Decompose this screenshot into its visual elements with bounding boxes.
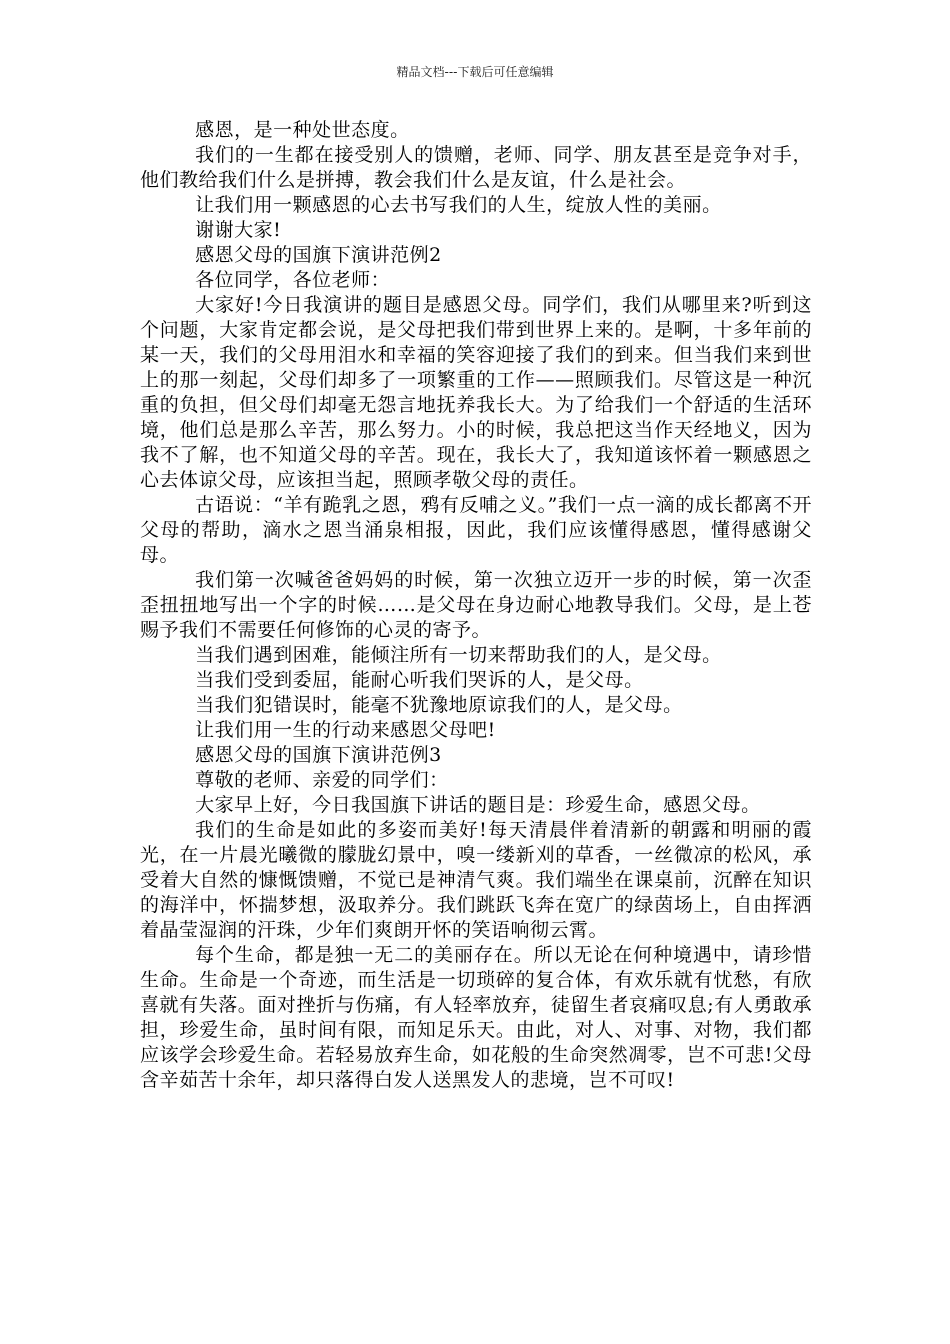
paragraph: 我们的生命是如此的多姿而美好!每天清晨伴着清新的朝露和明丽的霞光，在一片晨光曦微的朦胧幻景中，嗅一缕新刈的草香，一丝微凉的松风，承受着大自然的慷慨馈赠，不觉已是神清气爽。我们端坐在课桌前，沉醉在知识的海洋中，怀揣梦想，汲取养分。我们跳跃飞奔在宽广的绿茵场上，自由挥洒着晶莹湿润的汗珠，少年们爽朗开怀的笑语响彻云霄。 xyxy=(140,819,812,941)
paragraph: 我们第一次喊爸爸妈妈的时候，第一次独立迈开一步的时候，第一次歪歪扭扭地写出一个字的时候……是父母在身边耐心地教导我们。父母，是上苍赐予我们不需要任何修饰的心灵的寄予。 xyxy=(140,569,812,641)
paragraph: 感恩，是一种处世态度。 xyxy=(195,119,410,141)
section-title: 感恩父母的国旗下演讲范例2 xyxy=(195,244,442,266)
paragraph: 当我们犯错误时，能毫不犹豫地原谅我们的人，是父母。 xyxy=(195,694,683,716)
paragraph: 大家好!今日我演讲的题目是感恩父母。同学们，我们从哪里来?听到这个问题，大家肯定都会说，是父母把我们带到世界上来的。是啊，十多年前的某一天，我们的父母用泪水和幸福的笑容迎接了我们的到来。但当我们来到世上的那一刻起，父母们却多了一项繁重的工作——照顾我们。尽管这是一种沉重的负担，但父母们却毫无怨言地抚养我长大。为了给我们一个舒适的生活环境，他们总是那么辛苦，那么努力。小的时候，我总把这当作天经地义，因为我不了解，也不知道父母的辛苦。现在，我长大了，我知道该怀着一颗感恩之心去体谅父母，应该担当起，照顾孝敬父母的责任。 xyxy=(140,294,812,491)
paragraph: 每个生命，都是独一无二的美丽存在。所以无论在何种境遇中，请珍惜生命。生命是一个奇迹，而生活是一切琐碎的复合体，有欢乐就有忧愁，有欣喜就有失落。面对挫折与伤痛，有人轻率放弃，徒留生者哀痛叹息;有人勇敢承担，珍爱生命，虽时间有限，而知足乐天。由此，对人、对事、对物，我们都应该学会珍爱生命。若轻易放弃生命，如花般的生命突然凋零，岂不可悲!父母含辛茹苦十余年，却只落得白发人送黑发人的悲境，岂不可叹! xyxy=(140,944,812,1091)
paragraph: 让我们用一颗感恩的心去书写我们的人生，绽放人性的美丽。 xyxy=(195,194,722,216)
paragraph: 大家早上好，今日我国旗下讲话的题目是：珍爱生命，感恩父母。 xyxy=(195,794,761,816)
salutation: 各位同学，各位老师： xyxy=(195,269,391,291)
paragraph: 当我们遇到困难，能倾注所有一切来帮助我们的人，是父母。 xyxy=(195,644,722,666)
page-header: 精品文档---下载后可任意编辑 xyxy=(396,65,554,79)
paragraph: 我们的一生都在接受别人的馈赠，老师、同学、朋友甚至是竞争对手，他们教给我们什么是拼搏，教会我们什么是友谊，什么是社会。 xyxy=(140,144,812,191)
section-title: 感恩父母的国旗下演讲范例3 xyxy=(195,744,442,766)
paragraph: 谢谢大家! xyxy=(195,219,282,241)
paragraph: 当我们受到委屈，能耐心听我们哭诉的人，是父母。 xyxy=(195,669,644,691)
salutation: 尊敬的老师、亲爱的同学们： xyxy=(195,769,449,791)
document-body xyxy=(140,118,812,1093)
paragraph: 古语说：“羊有跪乳之恩，鸦有反哺之义。”我们一点一滴的成长都离不开父母的帮助，滴水之恩当涌泉相报，因此，我们应该懂得感恩，懂得感谢父母。 xyxy=(140,494,812,566)
paragraph: 让我们用一生的行动来感恩父母吧! xyxy=(195,719,496,741)
